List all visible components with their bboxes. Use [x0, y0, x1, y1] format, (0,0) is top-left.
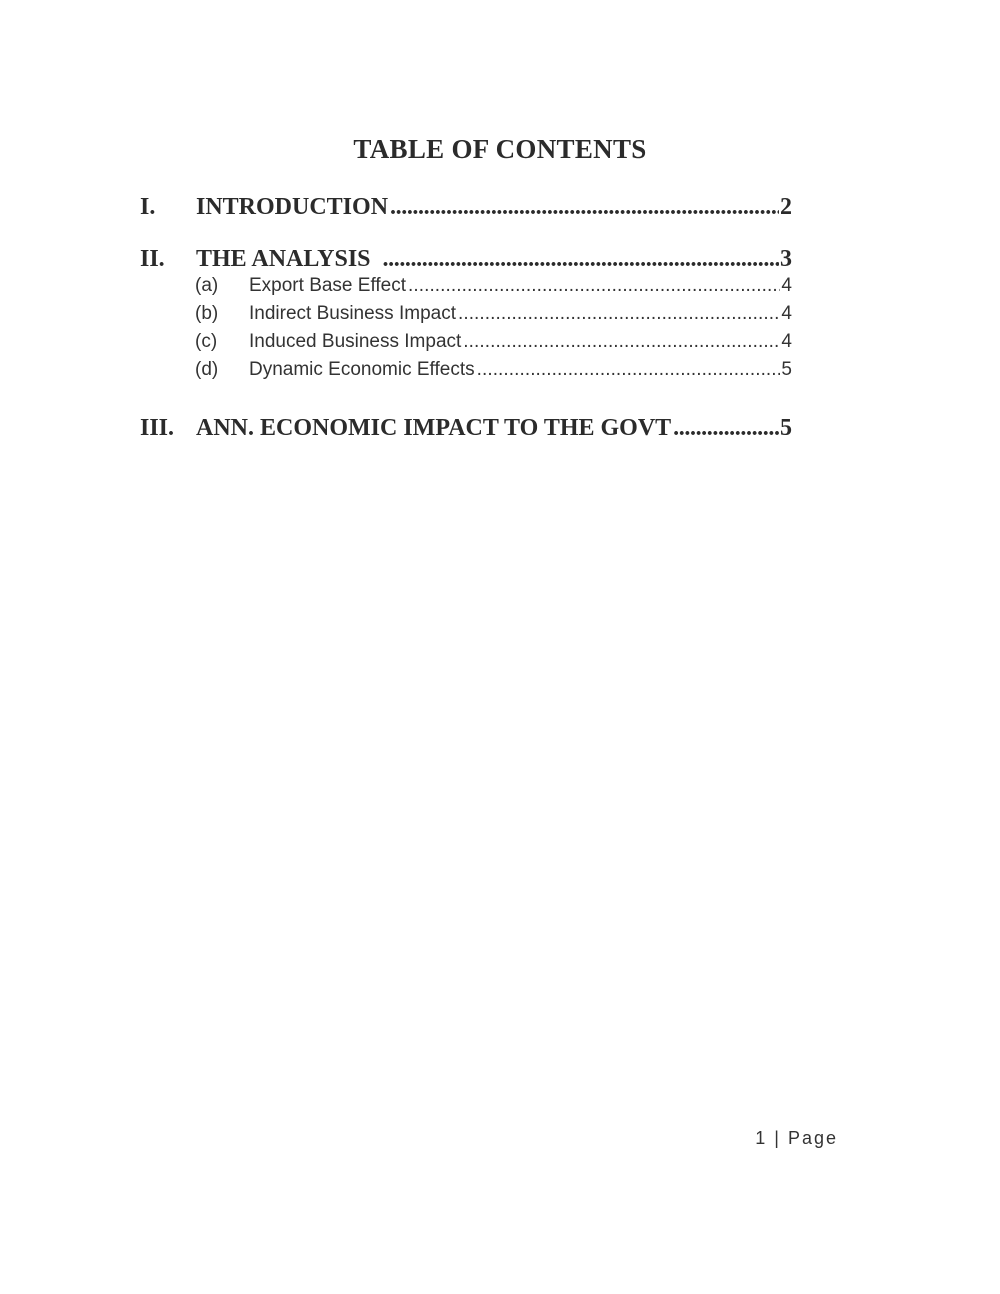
- toc-title: TABLE OF CONTENTS: [353, 134, 647, 164]
- dot-leader: [477, 359, 781, 381]
- toc-entry-the-analysis[interactable]: [140, 246, 792, 273]
- toc-subentry-indirect-business-impact[interactable]: [195, 303, 792, 325]
- toc-entry-page: 2: [780, 194, 792, 220]
- toc-entry-label: ANN. ECONOMIC IMPACT TO THE GOVT: [196, 415, 672, 441]
- dot-leader: [673, 415, 779, 442]
- toc-subentry-label: Induced Business Impact: [249, 331, 462, 352]
- dot-leader: [458, 303, 780, 325]
- toc-subentry-page: 4: [781, 303, 792, 324]
- toc-entry-page: 5: [780, 415, 792, 441]
- page-number-footer: 1 | Page: [755, 1128, 838, 1148]
- toc-entry-number: I.: [140, 194, 156, 220]
- toc-entry-page: 3: [780, 246, 792, 272]
- toc-subentry-number: (c): [195, 331, 218, 352]
- dot-leader: [383, 246, 779, 273]
- dot-leader: [463, 331, 780, 353]
- toc-subentry-induced-business-impact[interactable]: [195, 331, 792, 353]
- toc-entry-economic-impact-govt[interactable]: [140, 415, 792, 442]
- toc-subentry-page: 5: [781, 359, 792, 380]
- toc-entry-label: THE ANALYSIS: [196, 246, 371, 272]
- toc-subentry-label: Export Base Effect: [249, 275, 407, 296]
- toc-entry-number: II.: [140, 246, 165, 272]
- toc-subentry-number: (b): [195, 303, 219, 324]
- toc-subentry-number: (a): [195, 275, 219, 296]
- toc-subentry-label: Indirect Business Impact: [249, 303, 456, 324]
- dot-leader: [390, 194, 779, 221]
- toc-subentry-export-base-effect[interactable]: [195, 275, 792, 297]
- toc-subentry-number: (d): [195, 359, 219, 380]
- toc-entry-number: III.: [140, 415, 175, 441]
- toc-entry-label: INTRODUCTION: [196, 194, 389, 220]
- toc-subentry-page: 4: [781, 275, 792, 296]
- dot-leader: [408, 275, 780, 297]
- toc-subentry-page: 4: [781, 331, 792, 352]
- toc-subentry-label: Dynamic Economic Effects: [249, 359, 475, 380]
- toc-entry-introduction[interactable]: [140, 194, 792, 221]
- toc-subentry-dynamic-economic-effects[interactable]: [195, 359, 792, 381]
